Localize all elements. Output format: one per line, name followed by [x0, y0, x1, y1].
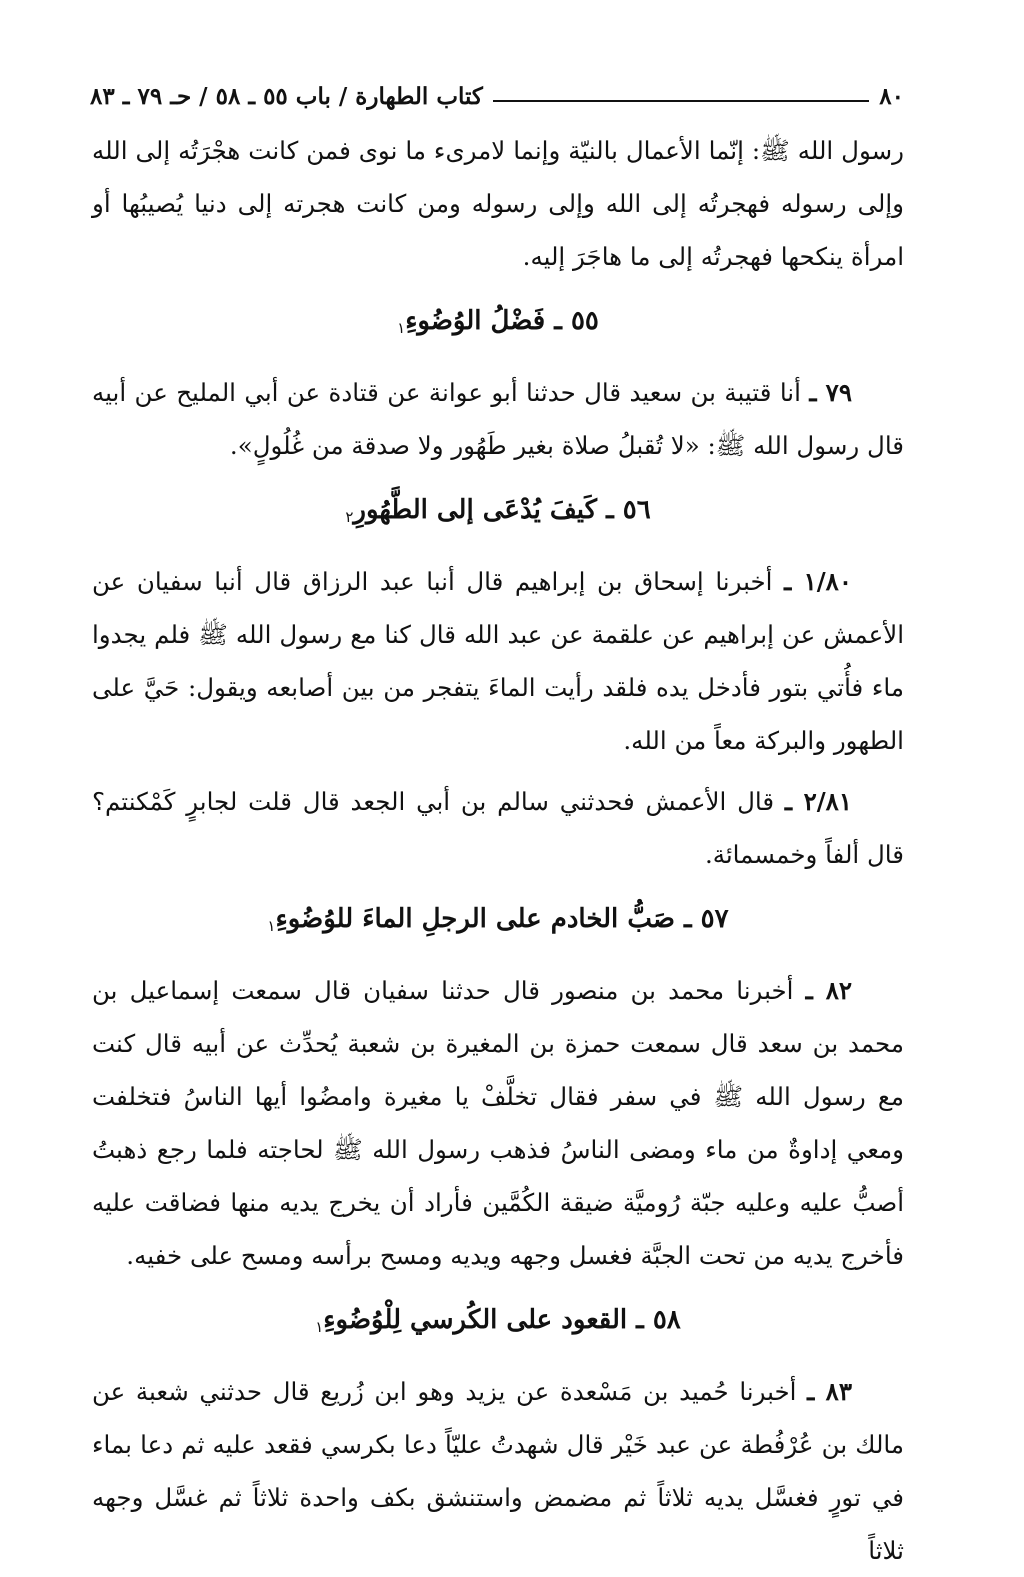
running-title: كتاب الطهارة / باب ٥٥ ـ ٥٨ / حـ ٧٩ ـ ٨٣ [90, 83, 483, 110]
footnote-marker: ٢ [345, 508, 354, 526]
hadith-paragraph [92, 366, 904, 472]
hadith-number: ٧٩ ـ [809, 378, 852, 407]
hadith-paragraph [92, 964, 904, 1282]
hadith-text: أخبرنا محمد بن منصور قال حدثنا سفيان قال سمعت إسماعيل بن محمد بن سعد قال سمعت حمزة بن المغيرة بن شعبة يُحدِّث عن أبيه قال كنت مع رسول الله ﷺ في سفر فقال تخلَّفْ يا مغيرة وامضُوا أيها الناسُ فتخلفت ومعي إداوةٌ من ماء ومضى الناسُ فذهب رسول الله ﷺ لحاجته فلما رجع ذهبتُ أصبُّ عليه وعليه جبّة رُوميَّة ضيقة الكُمَّين فأراد أن يخرج يديه منها فضاقت عليه فأخرج يديه من تحت الجبَّة فغسل وجهه ويديه ومسح برأسه ومسح على خفيه. [92, 976, 904, 1270]
footnote-marker: ١ [315, 1318, 324, 1336]
footnote-marker: ١ [397, 319, 406, 337]
section-heading [92, 301, 904, 348]
hadith-paragraph [92, 775, 904, 881]
section-heading [92, 1300, 904, 1347]
hadith-number: ٨٢ ـ [805, 976, 853, 1005]
hadith-text: أنا قتيبة بن سعيد قال حدثنا أبو عوانة عن قتادة عن أبي المليح عن أبيه قال رسول الله ﷺ: «لا تُقبلُ صلاة بغير طَهُور ولا صدقة من غُلُولٍ». [92, 378, 904, 460]
hadith-number: ١/٨٠ ـ [784, 567, 852, 596]
running-header [90, 72, 904, 110]
heading-text: ٥٦ ـ كَيفَ يُدْعَى إلى الطَّهُورِ [353, 495, 651, 525]
section-heading [92, 490, 904, 537]
hadith-text: أخبرنا حُميد بن مَسْعدة عن يزيد وهو ابن زُريع قال حدثني شعبة عن مالك بن عُرْفُطة عن عبد خَيْر قال شهدتُ عليّاً دعا بكرسي فقعد عليه ثم دعا بماء في تورٍ فغسَّل يديه ثلاثاً ثم مضمض واستنشق بكف واحدة ثلاثاً ثم غسَّل وجهه ثلاثاً [92, 1377, 904, 1565]
section-heading [92, 899, 904, 946]
heading-text: ٥٨ ـ القعود على الكُرسي لِلْوُضُوءِ [323, 1305, 681, 1335]
hadith-paragraph [92, 1365, 904, 1577]
intro-paragraph: رسول الله ﷺ: إنّما الأعمال بالنيّة وإنما لامرىء ما نوى فمن كانت هجْرَتُه إلى الله وإلى رسوله فهجرتُه إلى الله وإلى رسوله ومن كانت هجرته إلى دنيا يُصيبُها أو امرأة ينكحها فهجرتُه إلى ما هاجَرَ إليه. [92, 136, 904, 271]
heading-text: ٥٥ ـ فَضْلُ الوُضُوءِ [405, 306, 599, 336]
page-number: ٨٠ [879, 83, 904, 110]
hadith-number: ٨٣ ـ [807, 1377, 852, 1406]
page-body [92, 124, 904, 1577]
header-rule [493, 100, 869, 102]
hadith-paragraph [92, 555, 904, 767]
footnote-marker: ١ [267, 917, 276, 935]
hadith-text: أخبرنا إسحاق بن إبراهيم قال أنبا عبد الرزاق قال أنبا سفيان عن الأعمش عن إبراهيم عن علقمة عن عبد الله قال كنا مع رسول الله ﷺ فلم يجدوا ماء فأُتي بتور فأدخل يده فلقد رأيت الماءَ يتفجر من بين أصابعه ويقول: حَيَّ على الطهور والبركة معاً من الله. [92, 567, 904, 755]
hadith-number: ٢/٨١ ـ [784, 787, 852, 816]
heading-text: ٥٧ ـ صَبُّ الخادم على الرجلِ الماءَ للوُضُوءِ [275, 904, 729, 934]
hadith-text: قال الأعمش فحدثني سالم بن أبي الجعد قال قلت لجابرٍ كَمْكنتم؟ قال ألفاً وخمسمائة. [92, 787, 904, 869]
